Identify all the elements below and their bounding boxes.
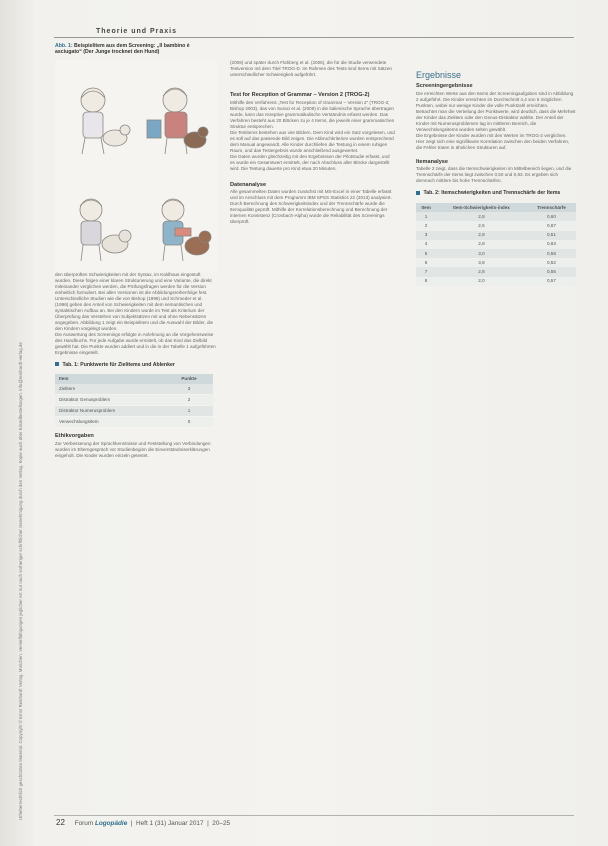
table2-cell: 3,8 — [436, 258, 527, 267]
right-paragraph-2: Betrachtet man die Verteilung der Punktwerte, wird deutlich, dass die Mehrheit der Kinder das Zielitem oder den Genus-Distraktor wählte. Der Anteil der Kinder mit Numerusproblemen lag im mittleren Bereich, die Verwechslungsitems wurden selten gewählt. — [416, 108, 576, 132]
right-column — [416, 72, 576, 286]
table2-header-difficulty: Item-Schwierigkeits-index — [436, 203, 527, 213]
table-row — [416, 249, 576, 258]
table2-header-item: Item — [416, 203, 436, 213]
table2-cell: 0,52 — [527, 258, 576, 267]
copyright-side-text: Urheberrechtlich geschütztes Material. Copyright © Ernst Reinhardt Verlag, München. Vervielfältigungen jeglicher Art nur nach vorheriger schriftlicher Genehmigung durch den Verlag. Kopie auch über Einzelbestellungen. info@reinhardt-verlag.de — [18, 342, 23, 820]
table2-cell: 0,60 — [527, 212, 576, 221]
table1-header-points: Punkte — [165, 374, 213, 384]
table2-cell: 2,8 — [436, 212, 527, 221]
footer-rule — [54, 815, 574, 816]
table-row — [416, 267, 576, 276]
table2-cell: 6 — [416, 258, 436, 267]
subheading-item-analysis: Itemanalyse — [416, 158, 449, 165]
running-header: Theorie und Praxis — [96, 28, 178, 35]
subheading-screening-results: Screeningergebnisse — [416, 83, 473, 89]
journal-pages: 20–25 — [212, 820, 231, 827]
table-row — [416, 221, 576, 230]
table-row — [416, 231, 576, 240]
table-row — [55, 417, 213, 428]
table-row — [416, 212, 576, 221]
table2-label: Tab. 2: — [423, 190, 440, 197]
table1-caption-text: Punktwerte für Zielitems und Ablenker — [80, 361, 175, 368]
table2-cell: 0,67 — [527, 221, 576, 230]
table1-cell: 1 — [165, 406, 213, 417]
figure-illustration — [55, 60, 217, 272]
table2-cell: 3,0 — [436, 249, 527, 258]
table2-cell: 0,55 — [527, 267, 576, 276]
table1-cell: 2 — [165, 395, 213, 406]
table2-caption — [416, 190, 576, 196]
mid-paragraph-1: (2006) und später durch Flahberg et al. (2006), die für die Studie verwendete Testversion mit dem Titel TROG-D. Im Rahmen des Tests sind Items mit Sätzen unterschiedlicher Schwierigkeit aufgeführt. — [230, 60, 392, 77]
journal-issue: Heft 1 (31) Januar 2017 — [136, 820, 204, 827]
table2-cell: 0,58 — [527, 249, 576, 258]
mid-paragraph-5: Alle gesammelten Daten wurden zunächst mit MS-Excel in einer Tabelle erfasst und im Anschluss mit dem Programm IBM SPSS Statistics 22 (2013) analysiert. Durch Berechnung des Schwierigkeitsindex und der Trennschärfe wurde die Itemqualität geprüft. Mithilfe der Korrelationsberechnung und Berechnung der internen Konsistenz (Cronbach-Alpha) wurde die Reliabilität des Screenings überprüft. — [230, 189, 392, 225]
section-title-results: Ergebnisse — [416, 70, 462, 80]
table-row — [416, 277, 576, 286]
table2-cell: 0,63 — [527, 240, 576, 249]
table1-caption — [55, 362, 217, 368]
table1-cell: 0 — [165, 417, 213, 428]
table1-cell: Distraktor Numerusproblem — [55, 406, 165, 417]
table-row — [416, 240, 576, 249]
table-1 — [55, 374, 213, 428]
table2-cell: 3 — [416, 231, 436, 240]
mid-paragraph-2: Mithilfe des Verfahrens „Test for Reception of Grammar – Version 2“ (TROG-2; Bishop 2003), das von Suraci et al. (2009) in die italienische Sprache übertragen wurde, kann das rezeptive grammatikalische Verständnis erfasst werden. Das Verfahren besteht aus 20 Blöcken zu je 4 Items, die jeweils einer grammatischen Struktur entsprechen. — [230, 99, 395, 129]
table2-cell: 2,8 — [436, 240, 527, 249]
left-paragraph-3: Die Auswertung des Screenings erfolgte in Anlehnung an die Vorgehensweise des Handbuchs. Für jede Aufgabe wurde ermittelt, ob das Kind das Zielbild gewählt hat. Die Punkte wurden addiert und in die in der Tabelle 1 aufgeführten Ergebnisse eingeteilt. — [55, 331, 216, 355]
table2-cell: 1 — [416, 212, 436, 221]
table2-cell: 2,5 — [436, 221, 527, 230]
table2-cell: 2 — [416, 221, 436, 230]
table-row — [55, 406, 213, 417]
table2-cell: 0,57 — [527, 277, 576, 286]
table2-cell: 2,8 — [436, 231, 527, 240]
mid-paragraph-4: Die Daten wurden gleichzeitig mit den Ergebnissen der Pilotstudie erfasst, und es wurde ein Gesamtwert ermittelt, der nach Abschluss aller Blöcke dargestellt wird. Die Testung dauerte pro Kind etwa 20 Minuten. — [230, 153, 390, 171]
left-column — [55, 38, 217, 459]
left-paragraph-1: den überprüften Schwierigkeiten mit der Syntax, im Kaldhaus eingestuft wurden. Diese folgen einer klaren Strukturierung und eine Variante, die direkt miteinander verglichen werden, die Prüfungsfragen werden für die Version einheitlich formuliert. Bei allen Versionen ist die Abbildungsreihenfolge fest. — [55, 271, 212, 295]
table-row — [55, 384, 213, 395]
table1-cell: Zielitem — [55, 384, 165, 395]
figure-caption-text: Beispielitem aus dem Screening: „Il bambino è asciugato“ (Der Junge trocknet den Hund) — [55, 43, 190, 56]
table1-cell: Distraktor Genusproblem — [55, 395, 165, 406]
table2-header-discrimination: Trennschärfe — [527, 203, 576, 213]
table1-label: Tab. 1: — [62, 361, 79, 368]
illustration-drawing — [55, 60, 217, 272]
table1-cell: Verwechslungsitem — [55, 417, 165, 428]
subheading-data-analysis: Datenanalyse — [230, 181, 267, 188]
table2-cell: 4 — [416, 240, 436, 249]
table1-cell: 3 — [165, 384, 213, 395]
table-marker-icon — [416, 191, 420, 195]
table2-cell: 2,0 — [436, 277, 527, 286]
middle-column — [230, 60, 395, 225]
table2-cell: 7 — [416, 267, 436, 276]
table1-header-item: Item — [55, 374, 165, 384]
right-paragraph-1: Die erreichten Werte aus den Items der Screeningaufgaben sind in Abbildung 2 aufgeführt. Die Kinder erreichten im Durchschnitt 4,4 von 5 möglichen Punkten, wobei nur wenige Kinder die volle Punktzahl erreichten. — [416, 90, 574, 108]
table2-caption-text: Itemschwierigkeiten und Trennschärfe der Items — [441, 190, 561, 197]
journal-brand: Logopädie — [94, 820, 128, 827]
left-paragraph-2: Unterschiedliche Studien wie die von Bishop (1998) und Schroeder et al. (1996) geben den Anteil von Schwierigkeiten mit dem semantischen und syntaktischen Aufbau an. Bei den Kindern wurde im Test als Kriterium der Überprüfung das Verstehen von Subjektsätzen mit und ohne Nebensätzen angegeben. Abbildung 1 zeigt ein Beispielitem und die Auswahl der Bilder, die den Kindern vorgelegt wurden. — [55, 295, 214, 331]
right-paragraph-3: Die Ergebnisse der Kinder wurden mit den Werten im TROG-2 verglichen. Hier zeigt sich eine signifikante Korrelation zwischen den beiden Verfahren, die Fehler traten in ähnlichen Strukturen auf. — [416, 132, 570, 150]
subheading-ethics: Ethikvorgaben — [55, 433, 94, 440]
table-2 — [416, 203, 576, 286]
table2-cell: 8 — [416, 277, 436, 286]
page-footer: 22 Forum Logopädie | Heft 1 (31) Januar 2017 | 20–25 — [56, 818, 231, 827]
table2-cell: 0,51 — [527, 231, 576, 240]
left-paragraph-4: Zur Verbesserung der Sprachkenntnisse und Feststellung von Verbindungen wurden im Elterngespräch vor Studienbeginn die Einverständniserklärungen eingeholt. Die Kinder wurden einzeln getestet. — [55, 440, 211, 458]
mid-paragraph-3: Die Testitems bestehen aus vier Bildern. Dem Kind wird ein Satz vorgelesen, und es soll auf das passende Bild zeigen. Die Abbruchkriterien wurden entsprechend dem Manual angewandt. Alle Kinder durchliefen die Testung in einem ruhigen Raum, und das Testergebnis wurde anschließend ausgewertet. — [230, 129, 395, 153]
table2-cell: 2,8 — [436, 267, 527, 276]
subheading-trog: Test for Reception of Grammar – Version 2 (TROG-2) — [230, 92, 370, 98]
page-number: 22 — [56, 818, 65, 827]
table-row — [55, 395, 213, 406]
journal-name: Forum — [74, 820, 94, 827]
figure-caption — [55, 43, 217, 56]
table-row — [416, 258, 576, 267]
figure-label: Abb. 1: — [55, 43, 73, 49]
table2-cell: 5 — [416, 249, 436, 258]
table-marker-icon — [55, 362, 59, 366]
right-paragraph-4: Tabelle 2 zeigt, dass die Itemschwierigkeiten im Mittelbereich liegen, und die Trennschärfe der Items liegt zwischen 0,50 und 0,63. Es ergeben sich demnach mittlere bis hohe Trennschärfen. — [416, 166, 572, 184]
